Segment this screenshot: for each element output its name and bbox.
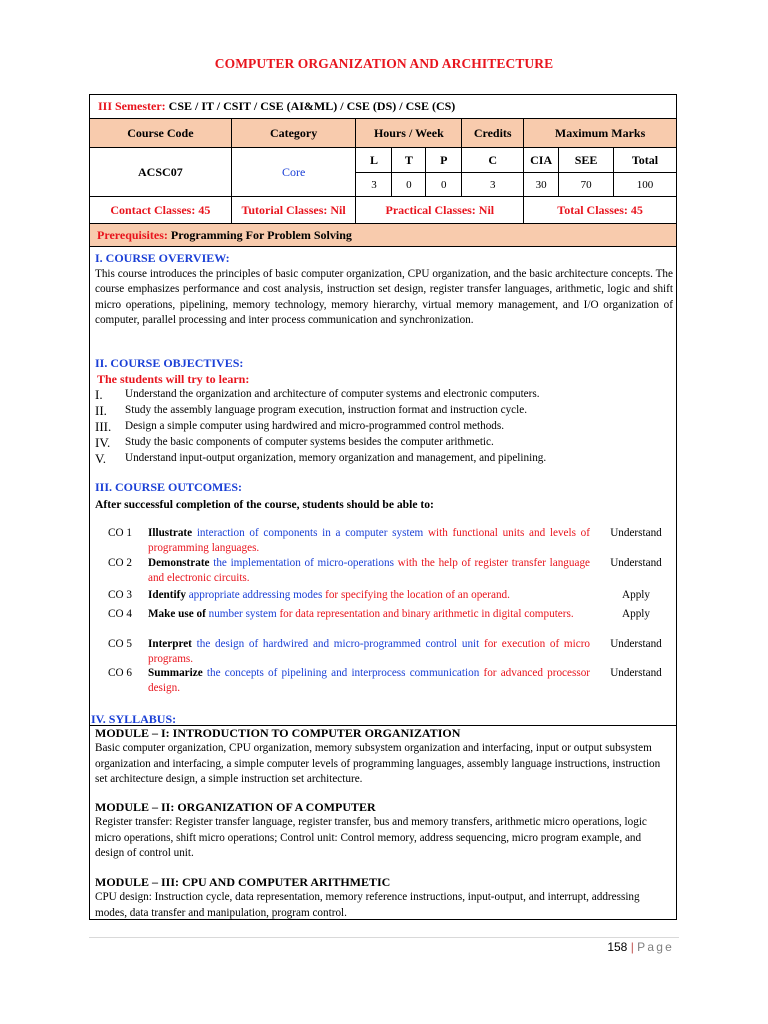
semester-row [90,95,677,119]
outcome-focus: number system [208,608,277,620]
outcome-context: with functional units and levels of programming languages. [148,527,591,554]
page-label: Page [637,940,674,954]
value-C: 3 [462,173,524,197]
objectives-title: II. COURSE OBJECTIVES: [95,356,244,370]
outcome-verb: Identify [148,589,186,601]
module-title: MODULE – I: INTRODUCTION TO COMPUTER ORGANIZATION [95,726,461,740]
sub-L: L [356,148,392,173]
outcome-focus: the concepts of pipelining and interprocess communication [206,667,480,679]
value-T: 0 [392,173,426,197]
outcome-id: CO 1 [108,527,132,539]
module-title: MODULE – II: ORGANIZATION OF A COMPUTER [95,800,376,814]
prerequisites-value: Programming For Problem Solving [170,227,352,242]
outcome-description [148,666,590,696]
page-title: COMPUTER ORGANIZATION AND ARCHITECTURE [214,56,554,71]
outcome-id: CO 4 [108,608,132,620]
course-objectives [95,356,673,467]
total-classes: Total Classes: 45 [524,197,677,224]
sub-P: P [426,148,462,173]
header-category: Category [231,119,356,148]
overview-text: This course introduces the principles of basic computer organization, CPU organization, and the basic architecture concepts. The course emphasizes performance and cost analysis, instruction set design, register transfer languages, arithmetic, logic and shift micro operations, pipelining, memory technology, memory hierarchy, virtual memory management, and I/O organization of computer, parallel processing and inter process communication and synchronization. [95,267,673,327]
outcome-focus: the design of hardwired and micro-programmed control unit [196,638,480,650]
semester-programs: CSE / IT / CSIT / CSE (AI&ML) / CSE (DS) / CSE (CS) [168,99,456,113]
footer-divider [89,937,679,938]
value-P: 0 [426,173,462,197]
outcome-focus: appropriate addressing modes [188,589,323,601]
outcome-id: CO 5 [108,638,132,650]
outcome-verb: Summarize [148,667,203,679]
outcome-focus: the implementation of micro-operations [213,557,394,569]
contact-classes: Contact Classes: 45 [90,197,232,224]
outcome-context: for execution of micro programs. [148,638,591,665]
objective-num: II. [95,403,107,419]
outcome-level: Understand [610,527,662,539]
semester-label: III Semester: [98,99,166,113]
module-text: Register transfer: Register transfer language, register transfer, bus and memory transfers, arithmetic micro operations, logic micro operations, shift micro operations; Control unit: Control memory, address sequencing, micro program example, and design of control unit. [95,816,647,860]
sub-CIA: CIA [524,148,559,173]
objective-item [95,451,673,467]
tutorial-classes: Tutorial Classes: Nil [231,197,356,224]
objective-text: Understand the organization and architecture of computer systems and electronic computers. [125,388,540,401]
outcome-focus: interaction of components in a computer system [196,527,424,539]
sub-SEE: SEE [559,148,614,173]
practical-classes: Practical Classes: Nil [356,197,524,224]
outcome-context: for specifying the location of an operand. [325,589,510,601]
course-overview [95,251,673,329]
header-hours: Hours / Week [356,119,462,148]
value-CIA: 30 [524,173,559,197]
outcome-verb: Demonstrate [148,557,210,569]
header-row [90,119,677,148]
value-L: 3 [356,173,392,197]
overview-title: I. COURSE OVERVIEW: [95,251,230,265]
outcome-level: Understand [610,557,662,569]
value-SEE: 70 [559,173,614,197]
syllabus-title: IV. SYLLABUS: [91,712,177,726]
outcome-verb: Interpret [148,638,192,650]
objective-item [95,387,673,403]
outcome-id: CO 2 [108,557,132,569]
outcome-level: Apply [622,608,650,620]
outcome-context: for data representation and binary arithmetic in digital computers. [279,608,574,620]
header-credits: Credits [462,119,524,148]
outcome-verb: Illustrate [148,527,193,539]
header-course-code: Course Code [90,119,232,148]
objective-num: III. [95,419,112,435]
outcome-context: with the help of register transfer language and electronic circuits. [148,557,591,584]
outcome-id: CO 3 [108,589,132,601]
sub-T: T [392,148,426,173]
outcome-description [148,588,590,603]
objective-num: V. [95,451,106,467]
footer-separator: | [630,940,634,954]
objective-num: I. [95,387,103,403]
outcome-level: Apply [622,589,650,601]
outcome-context: for advanced processor design. [148,667,591,694]
prerequisites-label: Prerequisites: [97,227,168,242]
subheader-row [90,148,677,173]
objective-text: Study the assembly language program execution, instruction format and instruction cycle. [125,404,528,417]
outcome-description [148,607,590,622]
module-1 [95,726,673,788]
objective-item [95,419,673,435]
outcome-description [148,637,590,667]
objectives-intro: The students will try to learn: [97,371,250,386]
module-text: CPU design: Instruction cycle, data representation, memory reference instructions, input-output, and interrupt, addressing modes, data transfer and manipulation, program control. [95,891,640,919]
objective-text: Study the basic components of computer systems besides the computer arithmetic. [125,436,494,449]
value-Total: 100 [614,173,677,197]
module-2 [95,800,673,862]
course-code-value: ACSC07 [90,148,232,197]
sub-Total: Total [614,148,677,173]
objective-text: Understand input-output organization, memory organization and management, and pipelining. [125,452,547,465]
objective-text: Design a simple computer using hardwired and micro-programmed control methods. [125,420,505,433]
header-max-marks: Maximum Marks [524,119,677,148]
outcome-verb: Make use of [148,608,206,620]
course-info-table [89,94,677,247]
module-title: MODULE – III: CPU AND COMPUTER ARITHMETIC [95,875,391,889]
objective-num: IV. [95,435,111,451]
objective-item [95,435,673,451]
page-number: 158 [607,940,628,954]
outcomes-intro: After successful completion of the course, students should be able to: [95,497,434,511]
objective-item [95,403,673,419]
outcome-level: Understand [610,667,662,679]
prerequisites-row [90,224,677,247]
sub-C: C [462,148,524,173]
outcome-id: CO 6 [108,667,132,679]
module-3 [95,875,673,921]
page-footer [607,940,674,954]
outcome-level: Understand [610,638,662,650]
course-category-value: Core [231,148,356,197]
module-text: Basic computer organization, CPU organization, memory subsystem organization and interfacing, input or output subsystem organization and interfacing, a simple computer levels of programming languages, assembly language instructions, instruction set architecture design, a simple instruction set architecture. [95,742,661,786]
outcome-description [148,526,590,556]
outcome-description [148,556,590,586]
classes-row [90,197,677,224]
outcomes-title: III. COURSE OUTCOMES: [95,480,243,494]
course-outcomes [95,480,673,512]
